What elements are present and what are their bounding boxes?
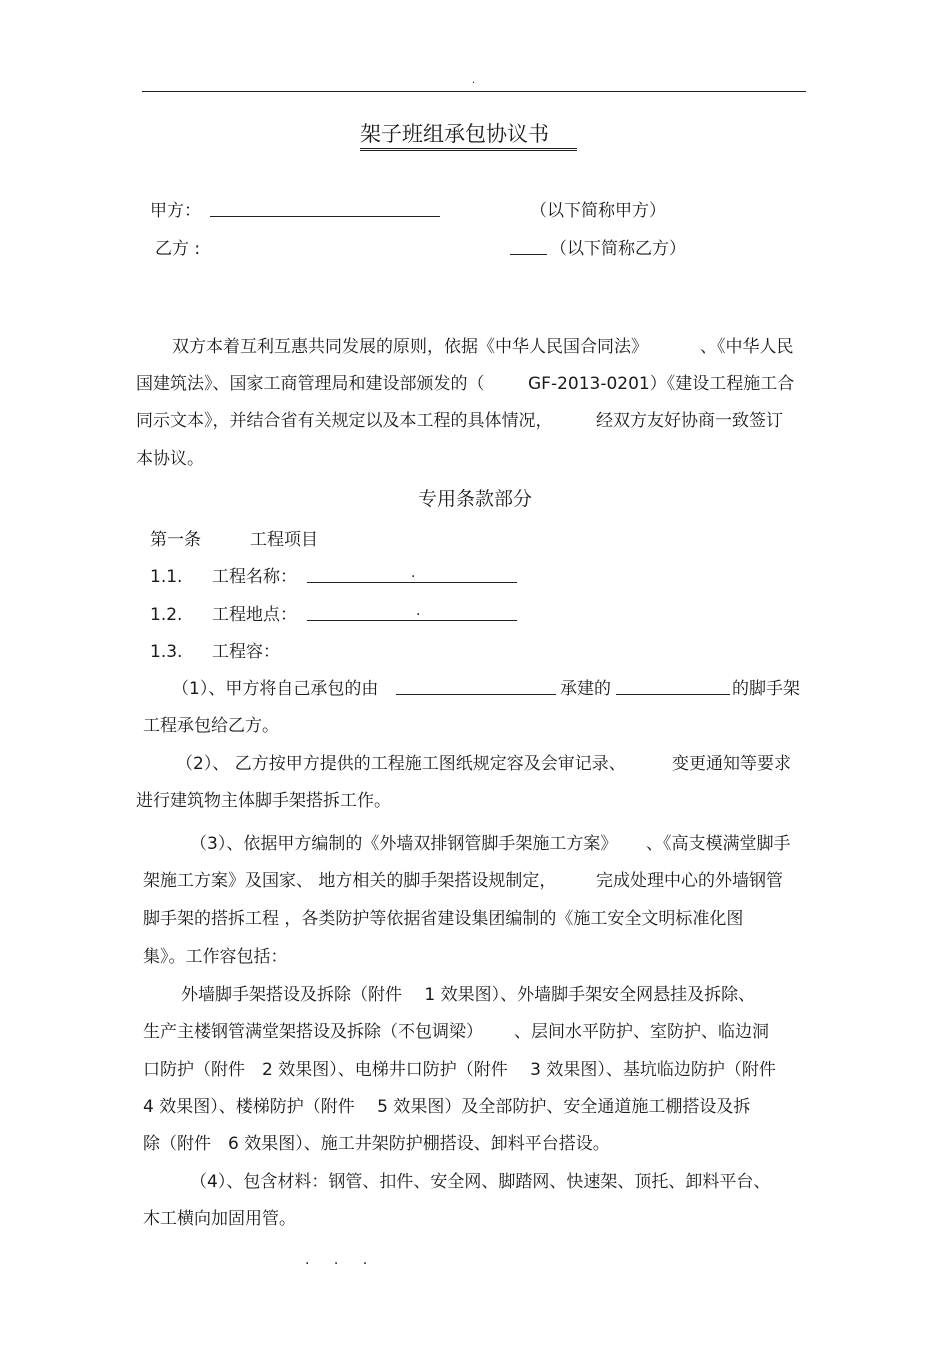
intro-line-2b: GF-2013-0201）《建设工程施工合 [528, 374, 795, 394]
party-a-label: 甲方： [150, 201, 201, 221]
page-title: 架子班组承包协议书 [360, 121, 577, 151]
p3-line-1a: （3）、依据甲方编制的《外墙双排钢管脚手架施工方案》 [190, 834, 618, 854]
project-name-blank[interactable] [307, 566, 517, 583]
intro-line-3a: 同示文本》，并结合省有关规定以及本工程的具体情况， [136, 411, 553, 431]
item-1-3-number: 1.3. [150, 642, 183, 662]
party-b-suffix: （以下简称乙方） [550, 239, 686, 259]
item-1-2-label: 工程地点： [212, 605, 297, 625]
p1-text-a: （1）、甲方将自己承包的由 [172, 679, 379, 699]
project-location-blank[interactable] [307, 604, 517, 621]
item-1-1-number: 1.1. [150, 567, 183, 587]
work-line-2b: 、层间水平防护、室防护、临边洞 [514, 1022, 769, 1042]
party-a-suffix: （以下简称甲方） [530, 201, 666, 221]
p3-line-2a: 架施工方案》及国家、 地方相关的脚手架搭设规制定， [143, 871, 557, 891]
item-1-2-number: 1.2. [150, 605, 183, 625]
p2-text-a: （2）、 乙方按甲方提供的工程施工图纸规定容及会审记录、 [176, 754, 626, 774]
p1-text-c: 的脚手架 [732, 679, 800, 699]
intro-line-2a: 国建筑法》、国家工商管理局和建设部颁发的（ [136, 374, 485, 394]
intro-line-1a: 双方本着互利互惠共同发展的原则，依据《中华人民国合同法》 [172, 337, 648, 357]
p4-line-2: 木工横向加固用管。 [143, 1209, 296, 1229]
header-rule [142, 91, 806, 92]
p3-line-2b: 完成处理中心的外墙钢管 [596, 871, 783, 891]
p3-line-4: 集》。工作容包括： [143, 947, 288, 967]
party-b-label: 乙方 : [155, 239, 201, 259]
work-line-1: 外墙脚手架搭设及拆除（附件 1 效果图）、外墙脚手架安全网悬挂及拆除、 [181, 985, 756, 1005]
footer-dots: . . . [305, 1252, 378, 1268]
work-line-4: 4 效果图）、楼梯防护（附件 5 效果图）及全部防护、安全通道施工棚搭设及拆 [143, 1097, 751, 1117]
intro-line-4: 本协议。 [136, 449, 204, 469]
work-line-2a: 生产主楼钢管满堂架搭设及拆除（不包调梁） [143, 1022, 483, 1042]
contractor-blank[interactable] [396, 678, 556, 695]
work-line-3: 口防护（附件 2 效果图）、电梯井口防护（附件 3 效果图）、基坑临边防护（附件 [143, 1060, 776, 1080]
section-title: 专用条款部分 [417, 488, 532, 510]
p2-text-c: 进行建筑物主体脚手架搭拆工作。 [136, 791, 391, 811]
party-a-blank[interactable] [210, 200, 440, 217]
article-1-title: 工程项目 [250, 530, 318, 550]
party-b-blank[interactable] [510, 238, 547, 255]
item-1-3-label: 工程容： [212, 642, 280, 662]
work-line-5: 除（附件 6 效果图）、施工井架防护棚搭设、卸料平台搭设。 [143, 1134, 610, 1154]
intro-line-1b: 、《中华人民 [700, 337, 794, 357]
project-name-dot: . [411, 565, 416, 581]
p4-line-1: （4）、包含材料：钢管、扣件、安全网、脚踏网、快速架、顶托、卸料平台、 [190, 1172, 771, 1192]
project-location-dot: . [416, 603, 421, 619]
p3-line-1b: 、《高支模满堂脚手 [646, 834, 791, 854]
intro-line-3b: 经双方友好协商一致签订 [596, 411, 783, 431]
p3-line-3: 脚手架的搭拆工程 ，各类防护等依据省建设集团编制的《施工安全文明标准化图 [143, 909, 744, 929]
article-1-number: 第一条 [150, 530, 201, 550]
p2-text-b: 变更通知等要求 [672, 754, 791, 774]
p1-text-b: 承建的 [560, 679, 611, 699]
project-blank[interactable] [616, 678, 730, 695]
p1-text-d: 工程承包给乙方。 [143, 716, 279, 736]
item-1-1-label: 工程名称： [212, 567, 297, 587]
header-dot: . [472, 75, 476, 86]
